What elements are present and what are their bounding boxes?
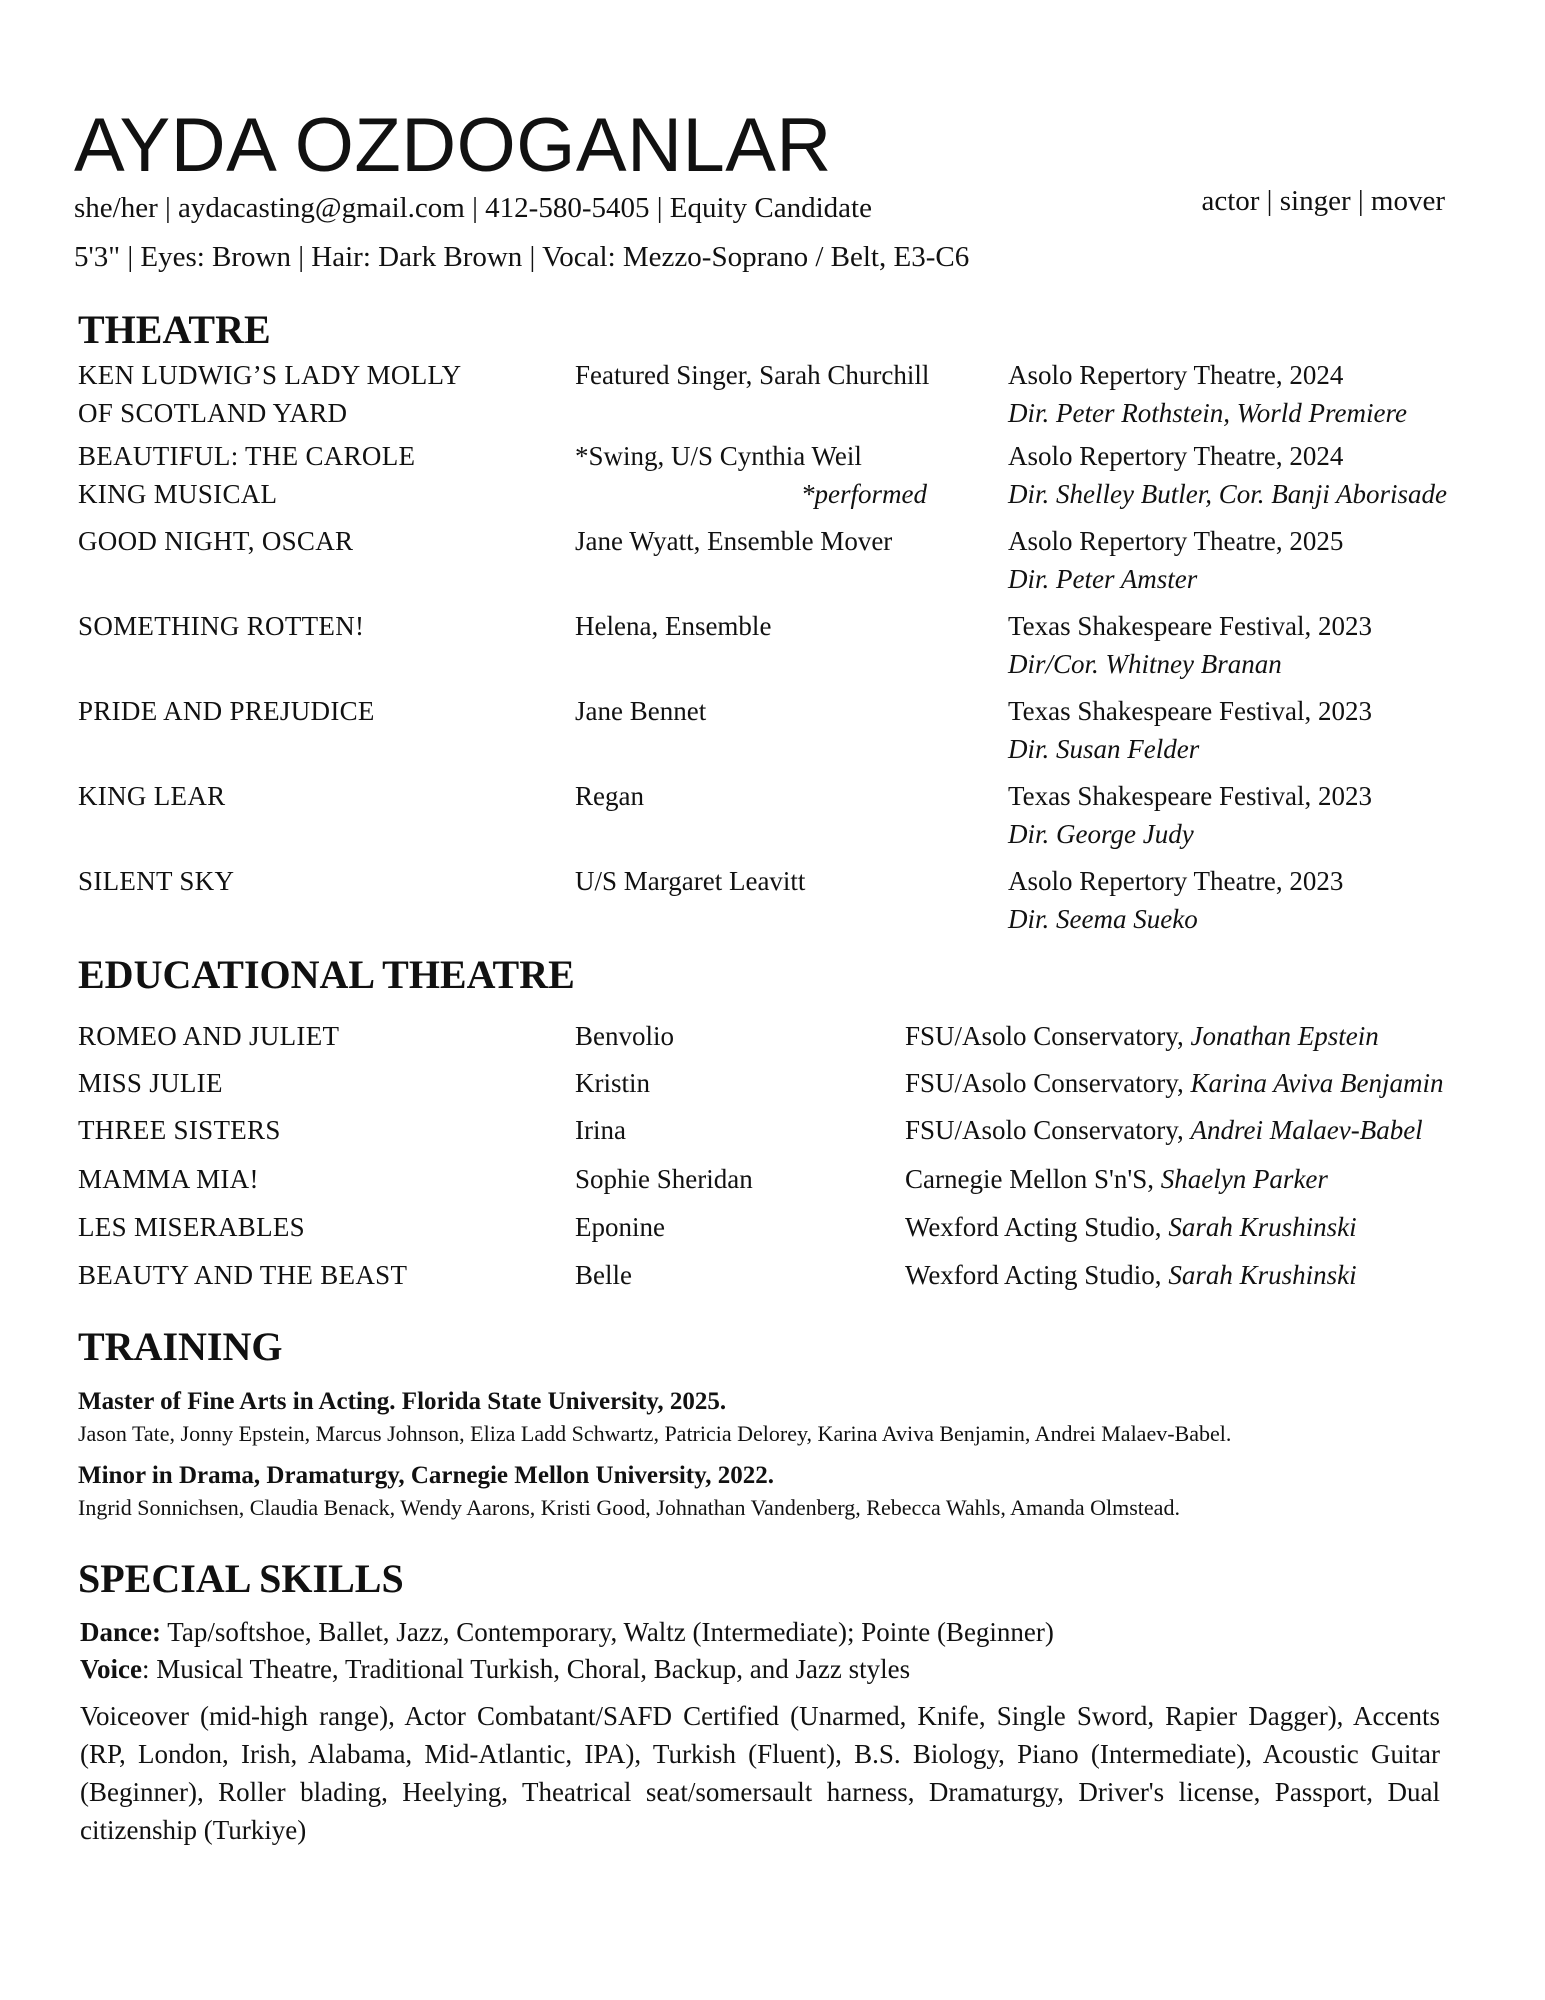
training-heading: TRAINING xyxy=(78,1324,283,1369)
show-title: ROMEO AND JULIET xyxy=(78,1021,340,1051)
role-name: *Swing, U/S Cynthia Weil xyxy=(575,441,862,471)
venue xyxy=(905,1017,1379,1055)
director: Dir. Susan Felder xyxy=(1008,734,1200,764)
actor-name: AYDA OZDOGANLAR xyxy=(74,103,832,188)
venue xyxy=(1008,692,1528,768)
role-name: Benvolio xyxy=(575,1021,674,1051)
role-name: Kristin xyxy=(575,1068,651,1098)
role-name: Eponine xyxy=(575,1212,665,1242)
director: Dir. Seema Sueko xyxy=(1008,904,1198,934)
venue-name: Asolo Repertory Theatre, 2024 xyxy=(1008,441,1344,471)
venue xyxy=(905,1208,1357,1246)
show-title: LES MISERABLES xyxy=(78,1212,305,1242)
show-title: MISS JULIE xyxy=(78,1068,223,1098)
director: Dir. Peter Rothstein, World Premiere xyxy=(1008,398,1407,428)
venue xyxy=(1008,607,1528,683)
director: Sarah Krushinski xyxy=(1168,1260,1357,1290)
venue xyxy=(1008,522,1528,598)
venue-name: Texas Shakespeare Festival, 2023 xyxy=(1008,611,1373,641)
director: Dir. Shelley Butler, Cor. Banji Aborisade xyxy=(1008,479,1447,509)
show-title: SOMETHING ROTTEN! xyxy=(78,611,365,641)
director: Dir/Cor. Whitney Branan xyxy=(1008,649,1282,679)
voice-label: Voice xyxy=(80,1654,142,1684)
venue xyxy=(1008,437,1528,513)
venue-name: Wexford Acting Studio, xyxy=(905,1260,1162,1290)
physical-stats-line: 5'3" | Eyes: Brown | Hair: Dark Brown | Vocal: Mezzo-Soprano / Belt, E3-C6 xyxy=(74,241,970,273)
role xyxy=(575,862,985,900)
role-note: *performed xyxy=(801,479,927,509)
venue xyxy=(905,1111,1423,1149)
director: Andrei Malaev-Babel xyxy=(1190,1115,1423,1145)
director: Shaelyn Parker xyxy=(1160,1164,1328,1194)
role xyxy=(575,692,985,730)
venue-name: Asolo Repertory Theatre, 2024 xyxy=(1008,360,1344,390)
dance-label: Dance: xyxy=(80,1617,161,1647)
role-name: Sophie Sheridan xyxy=(575,1164,753,1194)
role xyxy=(575,607,985,645)
venue-name: Wexford Acting Studio, xyxy=(905,1212,1162,1242)
venue-name: Texas Shakespeare Festival, 2023 xyxy=(1008,781,1373,811)
dance-list: Tap/softshoe, Ballet, Jazz, Contemporary, Waltz (Intermediate); Pointe (Beginner) xyxy=(160,1617,1054,1647)
degree: Minor in Drama, Dramaturgy, Carnegie Mellon University, 2022. xyxy=(78,1462,774,1489)
show-title: GOOD NIGHT, OSCAR xyxy=(78,526,354,556)
teachers-list: Ingrid Sonnichsen, Claudia Benack, Wendy Aarons, Kristi Good, Johnathan Vandenberg, Rebecca Wahls, Amanda Olmstead. xyxy=(78,1495,1180,1520)
role-name: Belle xyxy=(575,1260,632,1290)
role-name: Featured Singer, Sarah Churchill xyxy=(575,360,930,390)
special-skills-heading: SPECIAL SKILLS xyxy=(78,1556,404,1601)
venue xyxy=(905,1160,1328,1198)
show-title: SILENT SKY xyxy=(78,866,235,896)
venue-name: Carnegie Mellon S'n'S, xyxy=(905,1164,1154,1194)
role xyxy=(575,356,985,394)
role-name: Jane Bennet xyxy=(575,696,707,726)
role-name: Regan xyxy=(575,781,644,811)
role xyxy=(575,437,985,513)
venue xyxy=(905,1256,1357,1294)
contact-line: she/her | aydacasting@gmail.com | 412-580-5405 | Equity Candidate xyxy=(74,192,872,224)
other-skills: Voiceover (mid-high range), Actor Combatant/SAFD Certified (Unarmed, Knife, Single Sword, Rapier Dagger), Accents (RP, London, Irish, Alabama, Mid-Atlantic, IPA), Turkish (Fluent), B.S. Biology, Piano (Intermediate), Acoustic Guitar (Beginner), Roller blading, Heelying, Theatrical seat/somersault harness, Dramaturgy, Driver's license, Passport, Dual citizenship (Turkiye) xyxy=(80,1701,1440,1845)
teachers-list: Jason Tate, Jonny Epstein, Marcus Johnson, Eliza Ladd Schwartz, Patricia Delorey, Karina Aviva Benjamin, Andrei Malaev-Babel. xyxy=(78,1421,1232,1446)
venue-name: Asolo Repertory Theatre, 2023 xyxy=(1008,866,1344,896)
theatre-heading: THEATRE xyxy=(78,307,271,352)
role xyxy=(575,522,985,560)
role-name: U/S Margaret Leavitt xyxy=(575,866,806,896)
venue-name: Asolo Repertory Theatre, 2025 xyxy=(1008,526,1344,556)
tagline: actor | singer | mover xyxy=(1201,185,1445,217)
show-title: MAMMA MIA! xyxy=(78,1164,259,1194)
role-name: Jane Wyatt, Ensemble Mover xyxy=(575,526,893,556)
venue-name: FSU/Asolo Conservatory, xyxy=(905,1068,1184,1098)
educational-theatre-heading: EDUCATIONAL THEATRE xyxy=(78,952,575,997)
show-title: BEAUTIFUL: THE CAROLE KING MUSICAL xyxy=(78,441,416,509)
venue xyxy=(905,1064,1444,1102)
venue xyxy=(1008,862,1528,938)
venue-name: FSU/Asolo Conservatory, xyxy=(905,1115,1184,1145)
venue-name: Texas Shakespeare Festival, 2023 xyxy=(1008,696,1373,726)
director: Dir. Peter Amster xyxy=(1008,564,1198,594)
degree: Master of Fine Arts in Acting. Florida State University, 2025. xyxy=(78,1388,727,1415)
director: Dir. George Judy xyxy=(1008,819,1194,849)
show-title: KEN LUDWIG’S LADY MOLLY OF SCOTLAND YARD xyxy=(78,360,462,428)
director: Karina Aviva Benjamin xyxy=(1190,1068,1444,1098)
role xyxy=(575,777,985,815)
venue-name: FSU/Asolo Conservatory, xyxy=(905,1021,1184,1051)
voice-list: : Musical Theatre, Traditional Turkish, Choral, Backup, and Jazz styles xyxy=(142,1654,911,1684)
director: Sarah Krushinski xyxy=(1168,1212,1357,1242)
voice-skills xyxy=(80,1654,910,1685)
show-title: THREE SISTERS xyxy=(78,1115,281,1145)
venue xyxy=(1008,777,1528,853)
director: Jonathan Epstein xyxy=(1190,1021,1379,1051)
venue xyxy=(1008,356,1528,432)
show-title: PRIDE AND PREJUDICE xyxy=(78,696,375,726)
dance-skills xyxy=(80,1617,1054,1648)
role-name: Helena, Ensemble xyxy=(575,611,772,641)
show-title: BEAUTY AND THE BEAST xyxy=(78,1260,408,1290)
role-name: Irina xyxy=(575,1115,626,1145)
show-title: KING LEAR xyxy=(78,781,226,811)
